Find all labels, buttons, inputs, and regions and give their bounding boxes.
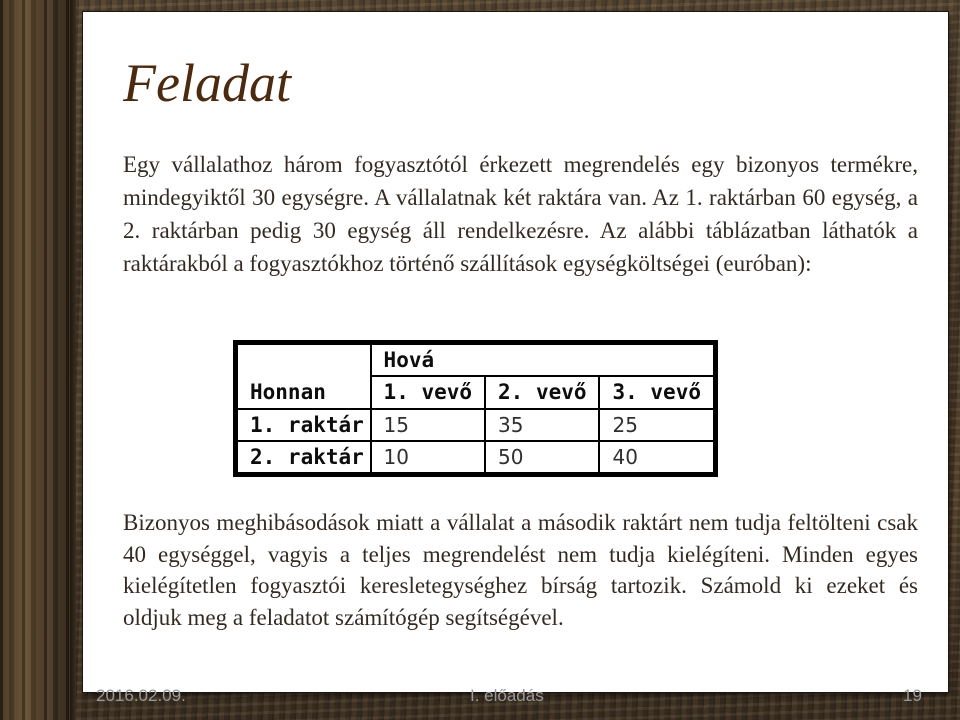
table-row (237, 344, 714, 376)
to-header-fill (599, 344, 714, 376)
row-label-2: 2. raktár (237, 441, 371, 473)
table-corner-cell (237, 344, 371, 376)
row-label-1: 1. raktár (237, 409, 371, 441)
table-cell: 10 (371, 441, 485, 473)
footer-date: 2016.02.09. (96, 686, 186, 705)
to-header: Hová (371, 344, 485, 376)
table-cell: 40 (599, 441, 714, 473)
page-number: 19 (903, 686, 922, 705)
slide-title: Feladat (123, 53, 291, 113)
cost-table-grid (236, 343, 715, 474)
wood-pole-decoration (0, 0, 70, 720)
to-header-fill (485, 344, 599, 376)
column-header-3: 3. vevő (599, 376, 714, 408)
table-cell: 25 (599, 409, 714, 441)
intro-paragraph: Egy vállalathoz három fogyasztótól érkezett megrendelés egy bizonyos termékre, mindegyiktől 30 egységre. A vállalatnak két raktára van. Az 1. raktárban 60 egység, a 2. raktárban pedig 30 egység áll rendelkezésre. Az alábbi táblázatban láthatók a raktárakból a fogyasztókhoz történő szállítások egységköltségei (euróban): (123, 152, 918, 276)
table-row (237, 376, 714, 408)
wood-pole-edge (70, 0, 76, 720)
table-cell: 50 (485, 441, 599, 473)
table-cell: 15 (371, 409, 485, 441)
column-header-1: 1. vevő (371, 376, 485, 408)
column-header-2: 2. vevő (485, 376, 599, 408)
footer-title: I. előadás (470, 686, 544, 705)
table-row (237, 409, 714, 441)
body-paragraph: Bizonyos meghibásodások miatt a vállalat a második raktárt nem tudja feltölteni csak 40 egységgel, vagyis a teljes megrendelést nem tudja kielégíteni. Minden egyes kielégítetlen fogyasztói keresletegységhez bírság tartozik. Számold ki ezeket és oldjuk meg a feladatot számítógép segítségével. (123, 510, 918, 630)
table-cell: 35 (485, 409, 599, 441)
from-header: Honnan (237, 376, 371, 408)
cost-table (233, 340, 718, 477)
table-row (237, 441, 714, 473)
